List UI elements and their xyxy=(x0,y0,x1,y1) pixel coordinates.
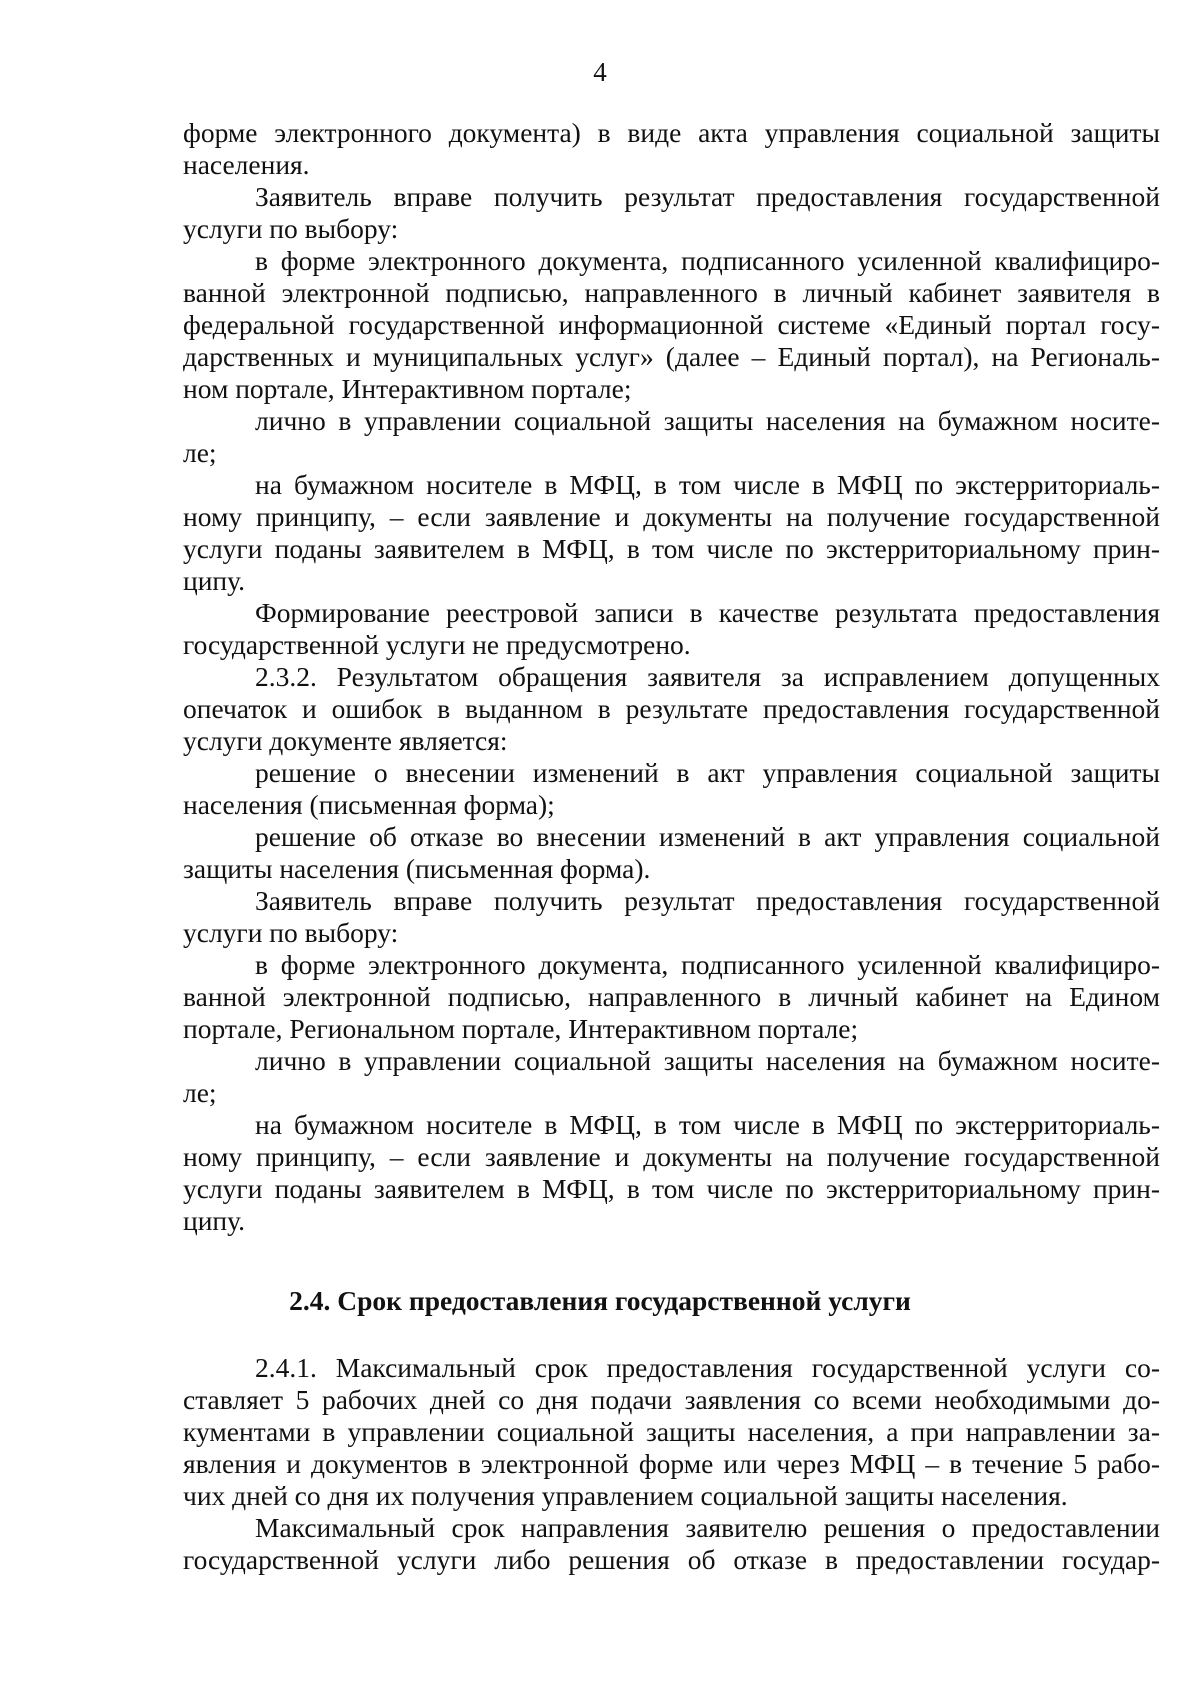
text-line: ванной электронной подписью, направленного в личный кабинет на Едином xyxy=(183,981,1160,1012)
text-line: в форме электронного документа, подписанного усиленной квалифициро- xyxy=(255,949,1160,980)
text-line: форме электронного документа) в виде акта управления социальной защиты xyxy=(183,117,1160,148)
text-line: Заявитель вправе получить результат предоставления государственной xyxy=(255,885,1160,916)
section-heading: 2.4. Срок предоставления государственной услуги xyxy=(289,1285,911,1316)
text-line: в форме электронного документа, подписанного усиленной квалифициро- xyxy=(255,245,1160,276)
text-line: Заявитель вправе получить результат предоставления государственной xyxy=(255,181,1160,212)
text-line: ставляет 5 рабочих дней со дня подачи заявления со всеми необходимыми до- xyxy=(183,1384,1160,1415)
text-line: услуги поданы заявителем в МФЦ, в том числе по экстерриториальному прин- xyxy=(183,1173,1160,1204)
text-line: на бумажном носителе в МФЦ, в том числе в МФЦ по экстерриториаль- xyxy=(255,1109,1160,1140)
text-line: 2.4.1. Максимальный срок предоставления государственной услуги со- xyxy=(255,1352,1160,1383)
text-line: лично в управлении социальной защиты населения на бумажном носите- xyxy=(255,1045,1160,1076)
text-line: услуги по выбору: xyxy=(183,213,399,244)
text-line: услуги документе является: xyxy=(183,725,508,756)
text-line: чих дней со дня их получения управлением социальной защиты населения. xyxy=(183,1480,1068,1511)
text-line: государственной услуги не предусмотрено. xyxy=(183,629,691,660)
text-line: ципу. xyxy=(183,565,246,596)
text-line: решение об отказе во внесении изменений в акт управления социальной xyxy=(255,821,1160,852)
text-line: решение о внесении изменений в акт управления социальной защиты xyxy=(255,757,1160,788)
text-line: ле; xyxy=(183,437,217,468)
text-line: защиты населения (письменная форма). xyxy=(183,853,651,884)
text-line: ванной электронной подписью, направленного в личный кабинет заявителя в xyxy=(183,277,1160,308)
text-line: опечаток и ошибок в выданном в результате предоставления государственной xyxy=(183,693,1160,724)
text-line: явления и документов в электронной форме или через МФЦ – в течение 5 рабо- xyxy=(183,1448,1160,1479)
text-line: лично в управлении социальной защиты населения на бумажном носите- xyxy=(255,405,1160,436)
text-line: портале, Региональном портале, Интерактивном портале; xyxy=(183,1013,859,1044)
page-number: 4 xyxy=(593,57,607,87)
text-line: ле; xyxy=(183,1077,217,1108)
text-line: услуги по выбору: xyxy=(183,917,399,948)
text-line: дарственных и муниципальных услуг» (далее – Единый портал), на Региональ- xyxy=(183,341,1160,372)
text-line: федеральной государственной информационной системе «Единый портал госу- xyxy=(183,309,1160,340)
text-line: населения (письменная форма); xyxy=(183,789,555,820)
text-line: ном портале, Интерактивном портале; xyxy=(183,373,632,404)
text-line: населения. xyxy=(183,149,310,180)
text-line: на бумажном носителе в МФЦ, в том числе в МФЦ по экстерриториаль- xyxy=(255,469,1160,500)
text-line: услуги поданы заявителем в МФЦ, в том числе по экстерриториальному прин- xyxy=(183,533,1160,564)
text-line: ному принципу, – если заявление и документы на получение государственной xyxy=(183,501,1160,532)
text-line: Максимальный срок направления заявителю решения о предоставлении xyxy=(255,1512,1160,1543)
text-line: кументами в управлении социальной защиты населения, а при направлении за- xyxy=(183,1416,1160,1447)
text-line: ному принципу, – если заявление и документы на получение государственной xyxy=(183,1141,1160,1172)
text-line: Формирование реестровой записи в качестве результата предоставления xyxy=(255,597,1160,628)
text-line: 2.3.2. Результатом обращения заявителя за исправлением допущенных xyxy=(255,661,1160,692)
text-line: государственной услуги либо решения об отказе в предоставлении государ- xyxy=(183,1544,1160,1575)
text-line: ципу. xyxy=(183,1205,246,1236)
